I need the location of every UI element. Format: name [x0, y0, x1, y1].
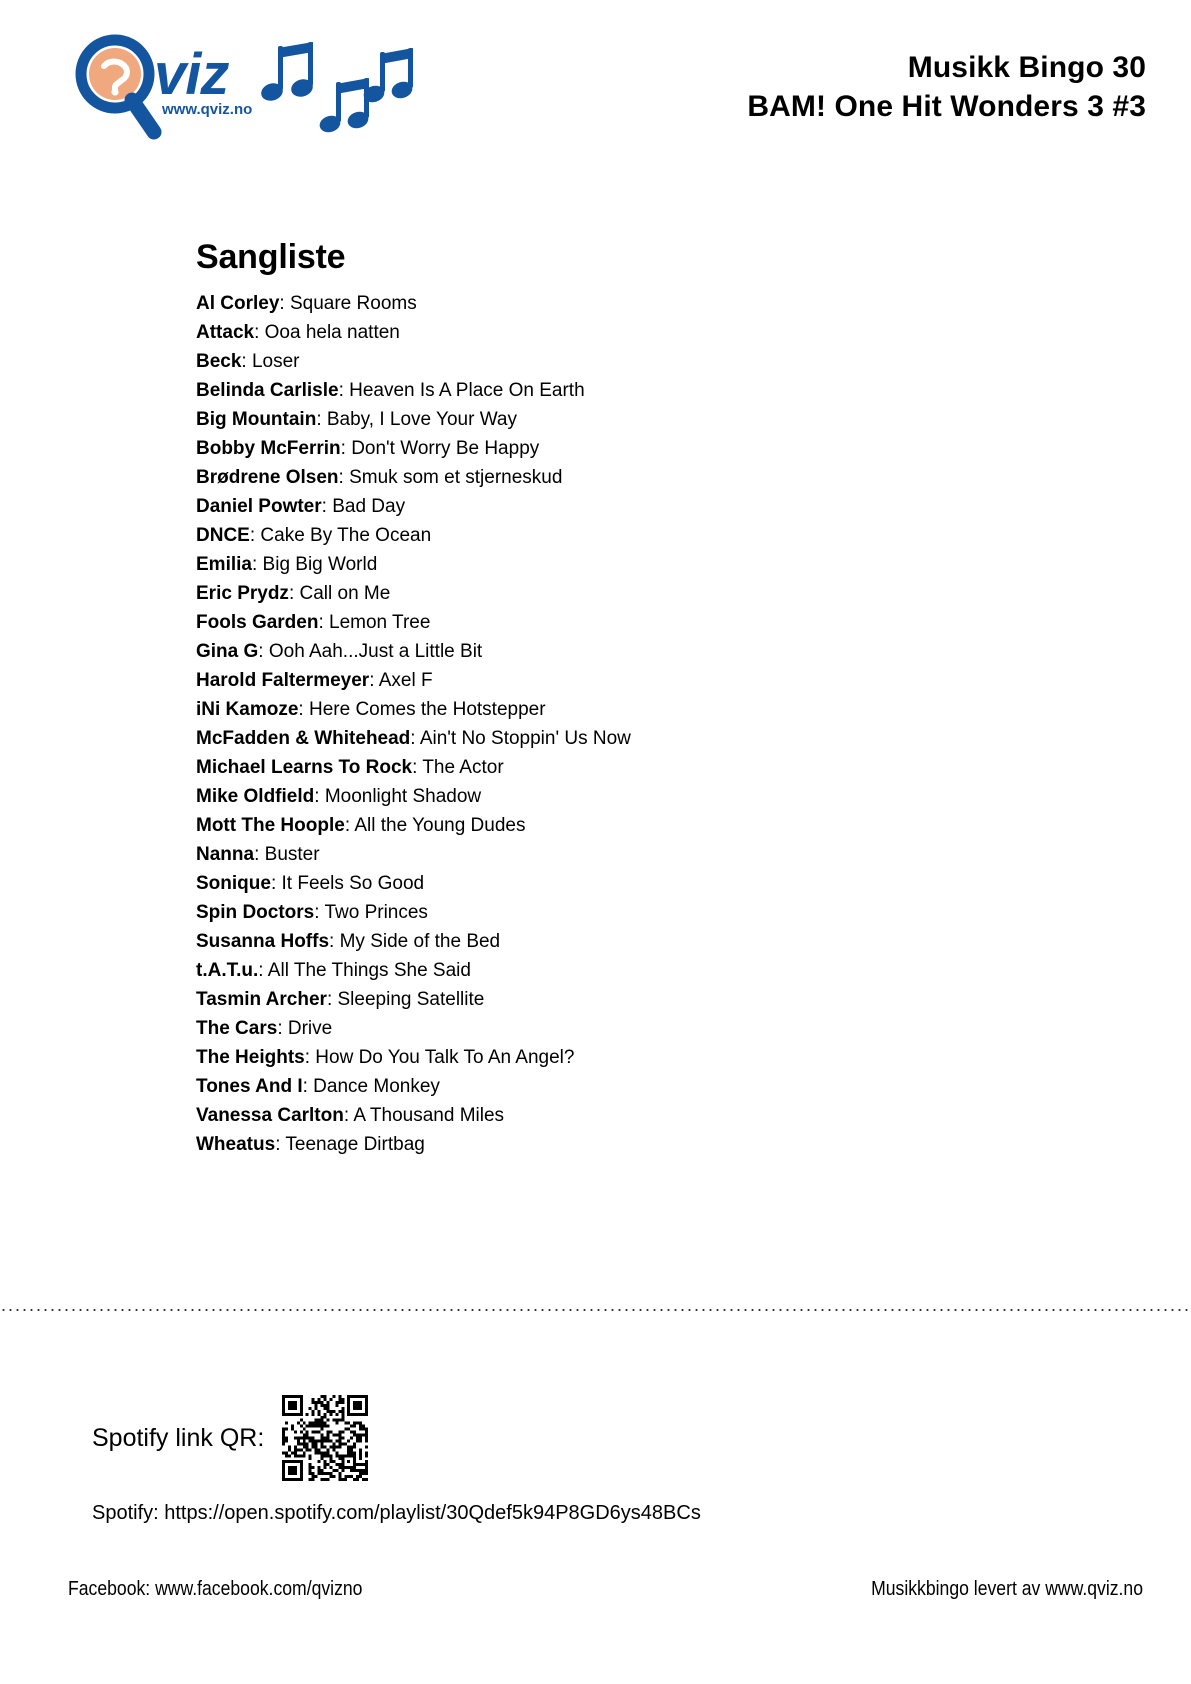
song-separator: :	[326, 989, 338, 1010]
song-separator: :	[338, 380, 350, 401]
song-title: Two Princes	[324, 902, 428, 923]
song-row	[196, 666, 1056, 695]
song-artist: Attack	[196, 322, 255, 343]
song-separator: :	[288, 583, 300, 604]
song-title: Ooa hela natten	[264, 322, 400, 343]
song-artist: Al Corley	[196, 293, 280, 314]
song-artist: Daniel Powter	[196, 496, 322, 517]
song-row	[196, 724, 1056, 753]
song-title: Lemon Tree	[329, 612, 431, 633]
song-artist: Emilia	[196, 554, 252, 575]
songlist-section	[196, 237, 1056, 1159]
qr-code-icon[interactable]	[282, 1395, 368, 1481]
song-title: All The Things She Said	[267, 960, 471, 981]
song-separator: :	[254, 844, 265, 865]
song-title: Smuk som et stjerneskud	[349, 467, 563, 488]
header-title-block	[747, 48, 1146, 126]
song-artist: Sonique	[196, 873, 271, 894]
song-title: Axel F	[378, 670, 433, 691]
song-row	[196, 550, 1056, 579]
song-separator: :	[249, 525, 261, 546]
song-row	[196, 753, 1056, 782]
song-title: My Side of the Bed	[339, 931, 501, 952]
song-separator: :	[314, 902, 325, 923]
song-row	[196, 1014, 1056, 1043]
song-artist: Nanna	[196, 844, 255, 865]
song-artist: Mike Oldfield	[196, 786, 315, 807]
song-artist: Tones And I	[196, 1076, 303, 1097]
song-row	[196, 840, 1056, 869]
song-artist: t.A.T.u.	[196, 960, 259, 981]
song-title: Loser	[251, 351, 300, 372]
song-artist: Bobby McFerrin	[196, 438, 341, 459]
page-footer	[0, 1576, 1191, 1616]
spotify-url-text: Spotify: https://open.spotify.com/playlist/30Qdef5k94P8GD6ys48BCs	[92, 1502, 701, 1524]
song-row	[196, 405, 1056, 434]
song-separator: :	[241, 351, 252, 372]
song-title: How Do You Talk To An Angel?	[315, 1047, 575, 1068]
song-separator: :	[302, 1076, 314, 1097]
song-artist: Wheatus	[196, 1134, 276, 1155]
magnifier-q-logo-icon	[68, 32, 278, 142]
song-separator: :	[304, 1047, 316, 1068]
song-title: Call on Me	[299, 583, 391, 604]
song-artist: The Heights	[196, 1047, 305, 1068]
svg-text:www.qviz.no: www.qviz.no	[162, 101, 253, 118]
song-artist: Fools Garden	[196, 612, 319, 633]
song-artist: Big Mountain	[196, 409, 317, 430]
song-row	[196, 463, 1056, 492]
song-row	[196, 347, 1056, 376]
song-title: It Feels So Good	[281, 873, 425, 894]
song-separator: :	[314, 786, 325, 807]
song-row	[196, 434, 1056, 463]
song-title: All the Young Dudes	[354, 815, 526, 836]
song-title: Bad Day	[332, 496, 406, 517]
song-title: Square Rooms	[289, 293, 417, 314]
song-artist: DNCE	[196, 525, 250, 546]
song-separator: :	[279, 293, 290, 314]
song-separator: :	[275, 1134, 286, 1155]
song-row	[196, 579, 1056, 608]
song-row	[196, 521, 1056, 550]
song-artist: iNi Kamoze	[196, 699, 299, 720]
song-separator: :	[369, 670, 379, 691]
songlist-rows	[196, 289, 1056, 1159]
song-separator: :	[277, 1018, 288, 1039]
song-artist: Eric Prydz	[196, 583, 289, 604]
song-title: A Thousand Miles	[353, 1105, 505, 1126]
song-title: Buster	[264, 844, 320, 865]
footer-credit-text: Musikkbingo levert av www.qviz.no	[871, 1578, 1143, 1600]
song-title: The Actor	[422, 757, 504, 778]
song-title: Dance Monkey	[313, 1076, 440, 1097]
music-notes-decoration	[258, 38, 428, 138]
song-title: Here Comes the Hotstepper	[308, 699, 546, 720]
song-row	[196, 492, 1056, 521]
song-title: Moonlight Shadow	[324, 786, 482, 807]
dotted-divider	[0, 1308, 1191, 1312]
song-row	[196, 289, 1056, 318]
song-title: Cake By The Ocean	[260, 525, 432, 546]
song-separator: :	[254, 322, 265, 343]
song-title: Ain't No Stoppin' Us Now	[419, 728, 631, 749]
song-separator: :	[270, 873, 282, 894]
song-title: Heaven Is A Place On Earth	[349, 380, 585, 401]
song-artist: Gina G	[196, 641, 259, 662]
music-notes-icon	[258, 38, 428, 138]
song-row	[196, 811, 1056, 840]
song-separator: :	[412, 757, 423, 778]
song-title: Ooh Aah...Just a Little Bit	[268, 641, 483, 662]
song-separator: :	[343, 1105, 354, 1126]
song-artist: The Cars	[196, 1018, 278, 1039]
spotify-qr-label: Spotify link QR:	[92, 1424, 265, 1452]
header-title-line-2: BAM! One Hit Wonders 3 #3	[747, 90, 1146, 123]
song-title: Don't Worry Be Happy	[351, 438, 540, 459]
song-separator: :	[344, 815, 355, 836]
song-separator: :	[338, 467, 350, 488]
song-row	[196, 985, 1056, 1014]
song-title: Baby, I Love Your Way	[326, 409, 517, 430]
song-row	[196, 376, 1056, 405]
song-row	[196, 695, 1056, 724]
song-artist: Belinda Carlisle	[196, 380, 339, 401]
song-title: Sleeping Satellite	[337, 989, 485, 1010]
song-row	[196, 898, 1056, 927]
song-row	[196, 1130, 1056, 1159]
svg-text:viz: viz	[154, 42, 229, 107]
footer-facebook-text: Facebook: www.facebook.com/qvizno	[68, 1578, 363, 1600]
song-artist: Harold Faltermeyer	[196, 670, 370, 691]
song-separator: :	[410, 728, 420, 749]
page-header	[0, 0, 1191, 170]
song-artist: Mott The Hoople	[196, 815, 345, 836]
song-separator: :	[251, 554, 263, 575]
song-row	[196, 927, 1056, 956]
song-separator: :	[298, 699, 309, 720]
song-artist: Vanessa Carlton	[196, 1105, 344, 1126]
header-title-line-1: Musikk Bingo 30	[907, 51, 1146, 84]
song-separator: :	[329, 931, 340, 952]
song-separator: :	[318, 612, 330, 633]
song-separator: :	[258, 641, 269, 662]
song-title: Big Big World	[262, 554, 378, 575]
song-artist: Susanna Hoffs	[196, 931, 330, 952]
song-artist: Brødrene Olsen	[196, 467, 339, 488]
song-row	[196, 1101, 1056, 1130]
song-artist: Spin Doctors	[196, 902, 315, 923]
song-row	[196, 637, 1056, 666]
song-row	[196, 608, 1056, 637]
song-row	[196, 782, 1056, 811]
spotify-qr-section	[92, 1395, 368, 1481]
song-separator: :	[321, 496, 333, 517]
songlist-title: Sangliste	[196, 238, 346, 276]
song-artist: Beck	[196, 351, 242, 372]
song-title: Teenage Dirtbag	[285, 1134, 425, 1155]
song-row	[196, 1072, 1056, 1101]
song-title: Drive	[287, 1018, 333, 1039]
qviz-logo	[68, 32, 278, 142]
song-separator: :	[316, 409, 327, 430]
song-artist: McFadden & Whitehead	[196, 728, 411, 749]
song-row	[196, 869, 1056, 898]
song-separator: :	[340, 438, 352, 459]
song-separator: :	[258, 960, 268, 981]
song-artist: Michael Learns To Rock	[196, 757, 413, 778]
song-row	[196, 956, 1056, 985]
song-artist: Tasmin Archer	[196, 989, 327, 1010]
song-row	[196, 318, 1056, 347]
song-row	[196, 1043, 1056, 1072]
